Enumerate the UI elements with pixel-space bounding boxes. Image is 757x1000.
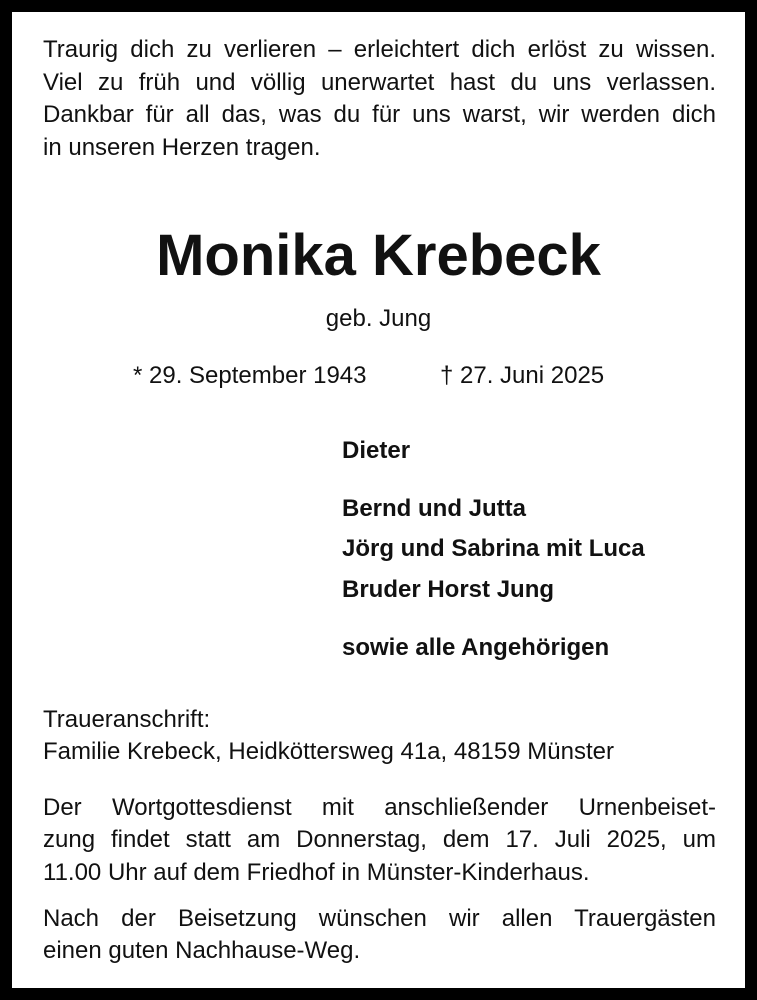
closing-line: Nach der Beisetzung wünschen wir allen Trauergästen	[43, 905, 716, 932]
service-line: 11.00 Uhr auf dem Friedhof in Münster-Kinderhaus.	[43, 859, 590, 886]
maiden-name: geb. Jung	[325, 305, 432, 332]
verse-line: Viel zu früh und völlig unerwartet hast du uns verlassen.	[43, 69, 716, 96]
service-line: Der Wortgottesdienst mit anschließender Urnenbeiset-	[43, 794, 716, 821]
mourner: Bernd und Jutta	[342, 495, 526, 522]
birth-date: * 29. September 1943	[133, 362, 367, 389]
mourner: sowie alle Angehörigen	[342, 634, 610, 661]
death-date: † 27. Juni 2025	[440, 362, 605, 389]
mourner: Bruder Horst Jung	[342, 576, 555, 603]
mourner: Jörg und Sabrina mit Luca	[342, 535, 645, 562]
closing-line: einen guten Nachhause-Weg.	[43, 937, 361, 964]
address-label: Traueranschrift:	[43, 706, 211, 733]
verse-line: Dankbar für all das, was du für uns warst, wir werden dich	[43, 101, 716, 128]
deceased-name: Monika Krebeck	[156, 223, 601, 288]
mourner: Dieter	[342, 437, 411, 464]
service-line: zung findet statt am Donnerstag, dem 17. Juli 2025, um	[43, 826, 716, 853]
verse-line: Traurig dich zu verlieren – erleichtert dich erlöst zu wissen.	[43, 36, 716, 63]
verse-line: in unseren Herzen tragen.	[43, 134, 321, 161]
address: Familie Krebeck, Heidköttersweg 41a, 48159 Münster	[43, 738, 614, 765]
